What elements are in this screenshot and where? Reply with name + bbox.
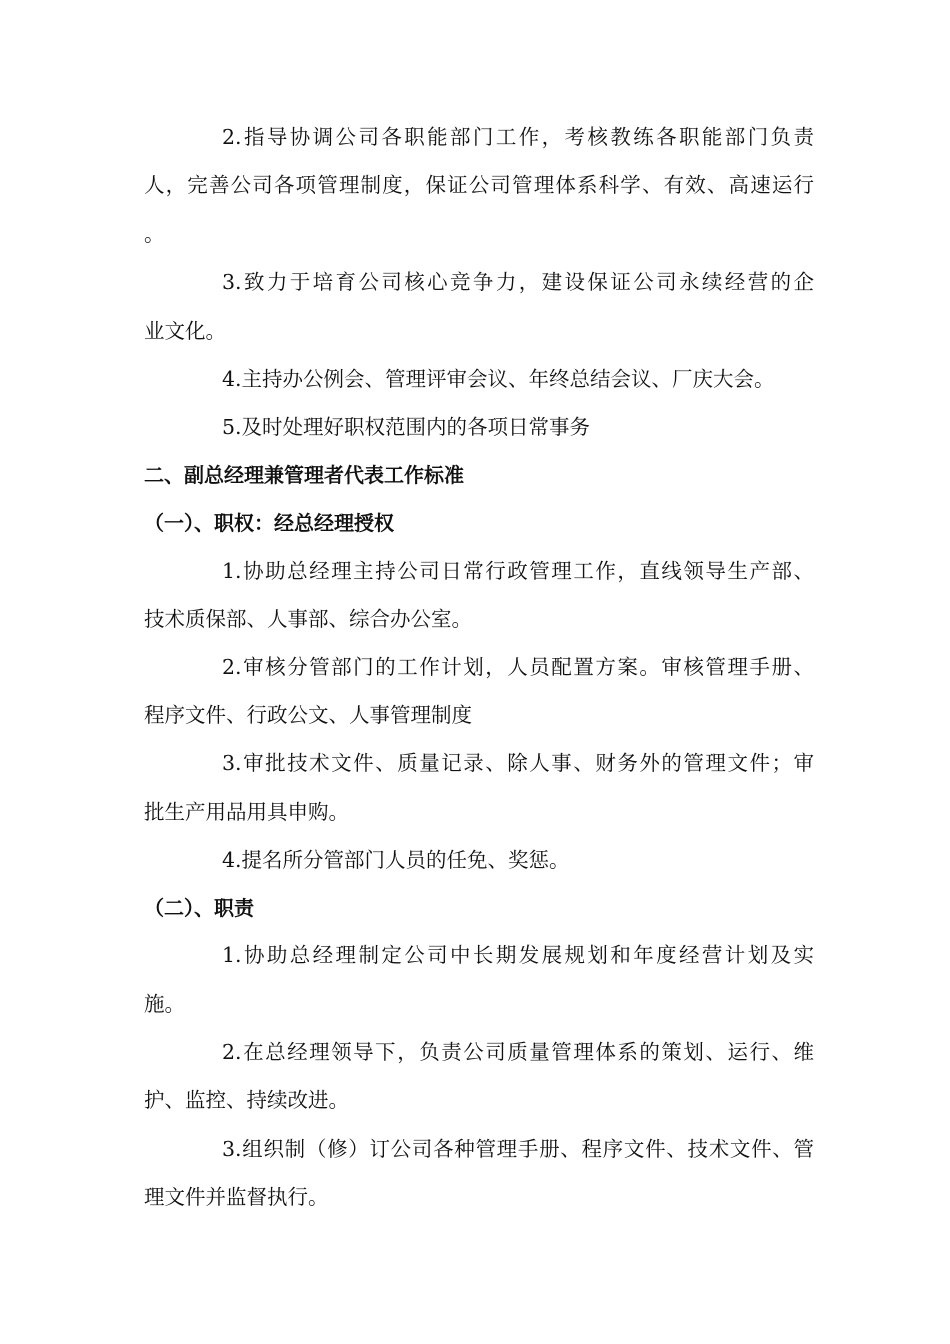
paragraph-line: 5.及时处理好职权范围内的各项日常事务 <box>222 415 591 439</box>
paragraph-line: 程序文件、行政公文、人事管理制度 <box>144 703 472 727</box>
paragraph-line: 2.在总经理领导下，负责公司质量管理体系的策划、运行、维 <box>222 1040 814 1064</box>
paragraph-line: 技术质保部、人事部、综合办公室。 <box>144 607 472 631</box>
subsection-heading: （二）、职责 <box>144 896 254 920</box>
paragraph-line: 3.审批技术文件、质量记录、除人事、财务外的管理文件；审 <box>222 751 814 775</box>
paragraph-line: 人，完善公司各项管理制度，保证公司管理体系科学、有效、高速运行 <box>144 173 814 197</box>
paragraph-line: 施。 <box>144 992 185 1016</box>
paragraph-line: 批生产用品用具申购。 <box>144 800 349 824</box>
section-heading: 二、副总经理兼管理者代表工作标准 <box>144 463 464 487</box>
paragraph-line: 3.组织制（修）订公司各种管理手册、程序文件、技术文件、管 <box>222 1137 814 1161</box>
paragraph-line: 2.指导协调公司各职能部门工作，考核教练各职能部门负责 <box>222 125 814 149</box>
paragraph-line: 护、监控、持续改进。 <box>144 1088 349 1112</box>
subsection-heading: （一）、职权：经总经理授权 <box>144 511 394 535</box>
paragraph-line: 2.审核分管部门的工作计划，人员配置方案。审核管理手册、 <box>222 655 814 679</box>
paragraph-line: 1.协助总经理主持公司日常行政管理工作，直线领导生产部、 <box>222 559 814 583</box>
paragraph-line: 1.协助总经理制定公司中长期发展规划和年度经营计划及实 <box>222 943 814 967</box>
paragraph-line: 3.致力于培育公司核心竞争力，建设保证公司永续经营的企 <box>222 270 814 294</box>
paragraph-line: 。 <box>144 222 165 246</box>
paragraph-line: 4.提名所分管部门人员的任免、奖惩。 <box>222 848 570 872</box>
paragraph-line: 业文化。 <box>144 319 226 343</box>
paragraph-line: 理文件并监督执行。 <box>144 1185 329 1209</box>
paragraph-line: 4.主持办公例会、管理评审会议、年终总结会议、厂庆大会。 <box>222 367 775 391</box>
